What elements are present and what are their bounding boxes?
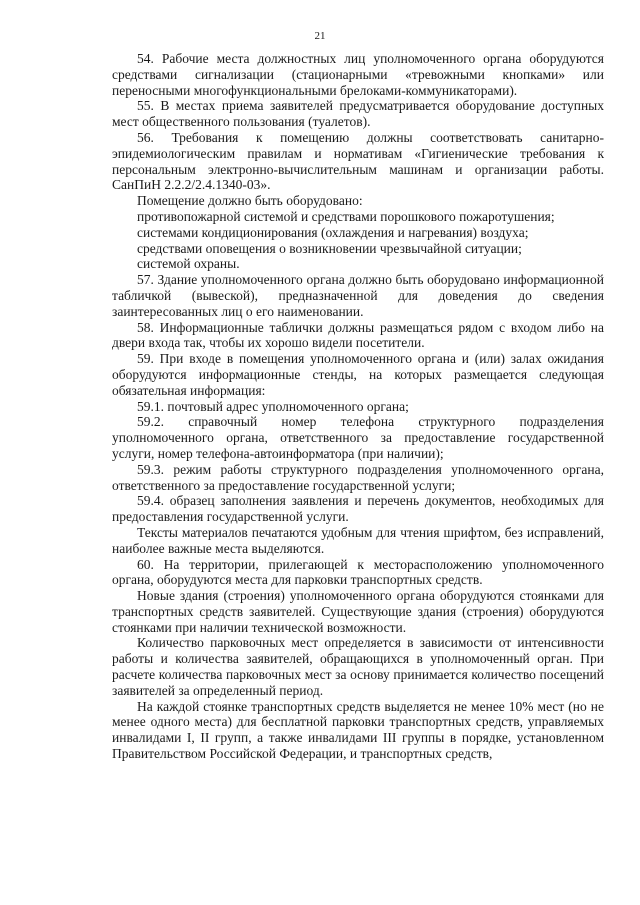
equipment-item-security: системой охраны. — [137, 256, 240, 272]
paragraph-59-4: 59.4. образец заполнения заявления и перечень документов, необходимых для предоставления государственной услуги. — [112, 493, 604, 525]
parking-count: Количество парковочных мест определяется в зависимости от интенсивности работы и количества заявителей, обращающихся в уполномоченный орган. При расчете количества парковочных мест за основу принимается количество посещений заявителей за определенный период. — [112, 635, 604, 698]
texts-note: Тексты материалов печатаются удобным для чтения шрифтом, без исправлений, наиболее важные места выделяются. — [112, 524, 604, 556]
paragraph-55: 55. В местах приема заявителей предусматривается оборудование доступных мест общественного пользования (туалетов). — [112, 98, 604, 130]
equipment-intro: Помещение должно быть оборудовано: — [137, 193, 363, 209]
equipment-item-alert: средствами оповещения о возникновении чрезвычайной ситуации; — [137, 240, 522, 256]
parking-new-buildings: Новые здания (строения) уполномоченного органа оборудуются стоянками для транспортных средств заявителей. Существующие здания (строения) оборудуются стоянками при наличии технической возможности. — [112, 588, 604, 635]
paragraph-59-2: 59.2. справочный номер телефона структурного подразделения уполномоченного органа, ответственного за предоставление государственной услуги, номер телефона-автоинформатора (при наличии); — [112, 414, 604, 461]
paragraph-59: 59. При входе в помещения уполномоченного органа и (или) залах ожидания оборудуются информационные стенды, на которых размещается следующая обязательная информация: — [112, 351, 604, 398]
parking-disabled: На каждой стоянке транспортных средств выделяется не менее 10% мест (но не менее одного места) для бесплатной парковки транспортных средств, управляемых инвалидами I, II групп, а также инвалидами III группы в порядке, установленном Правительством Российской Федерации, и транспортных средств, — [112, 698, 604, 762]
paragraph-59-3: 59.3. режим работы структурного подразделения уполномоченного органа, ответственного за предоставление государственной услуги; — [112, 461, 604, 493]
equipment-item-fire: противопожарной системой и средствами порошкового пожаротушения; — [137, 208, 555, 224]
document-body — [112, 51, 604, 762]
paragraph-57: 57. Здание уполномоченного органа должно быть оборудовано информационной табличкой (вывеской), предназначенной для доведения до сведения заинтересованных лиц о его наименовании. — [112, 272, 604, 319]
paragraph-60: 60. На территории, прилегающей к месторасположению уполномоченного органа, оборудуются места для парковки транспортных средств. — [112, 556, 604, 588]
paragraph-54: 54. Рабочие места должностных лиц уполномоченного органа оборудуются средствами сигнализации (стационарными «тревожными кнопками» или переносными многофункциональными брелоками-коммуникаторами). — [112, 51, 604, 98]
page-number: 21 — [314, 30, 326, 42]
paragraph-58: 58. Информационные таблички должны размещаться рядом с входом либо на двери входа так, чтобы их хорошо видели посетители. — [112, 319, 604, 351]
paragraph-56: 56. Требования к помещению должны соответствовать санитарно-эпидемиологическим правилам и нормативам «Гигиенические требования к персональным электронно-вычислительным машинам и организации работы. СанПиН 2.2.2/2.4.1340-03». — [112, 129, 604, 193]
paragraph-59-1: 59.1. почтовый адрес уполномоченного органа; — [137, 398, 409, 414]
equipment-item-conditioning: системами кондиционирования (охлаждения и нагревания) воздуха; — [137, 224, 529, 240]
